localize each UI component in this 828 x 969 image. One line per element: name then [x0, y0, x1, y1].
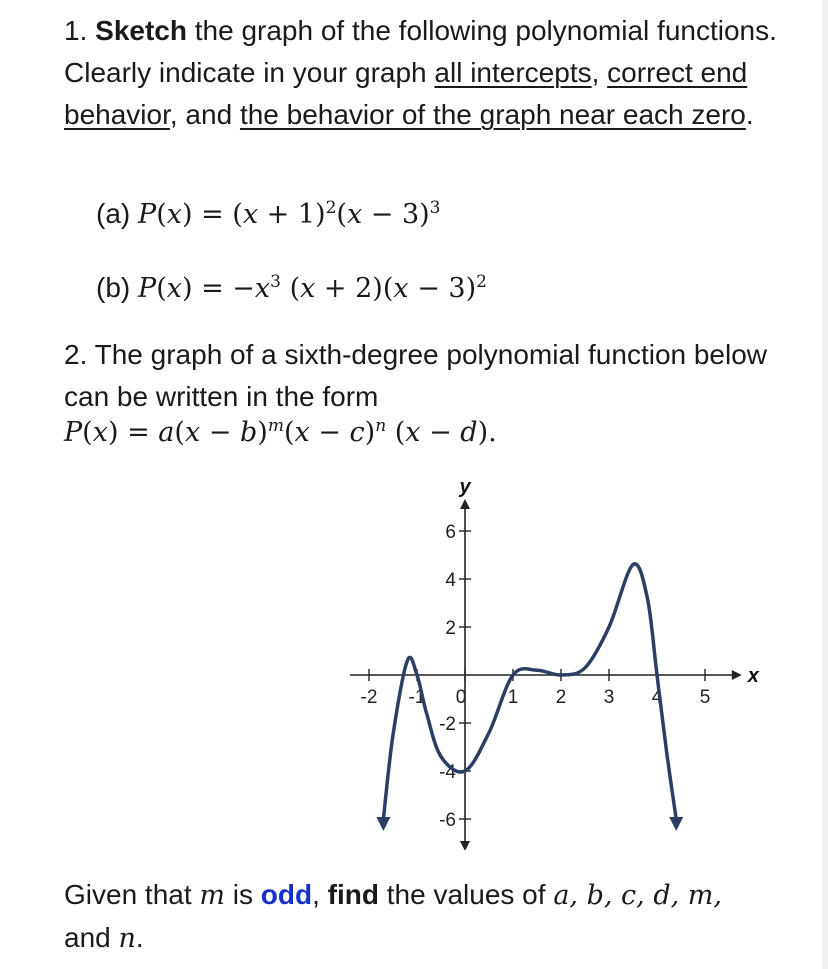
part-a-label: (a): [96, 198, 131, 229]
x-tick-label: 2: [555, 687, 567, 708]
equation-b: (b) $P(x) = -x^3$ $(x + 2)(x - 3)^2$: [96, 272, 487, 304]
y-axis-arrow-down: [460, 841, 470, 850]
y-tick-label: -2: [439, 714, 456, 735]
x-axis-arrow-right: [732, 670, 742, 680]
y-tick-label: 4: [445, 570, 456, 591]
axes: [350, 499, 742, 850]
x-tick-label: 4: [651, 687, 663, 708]
x-tick-label: 0: [455, 687, 467, 708]
y-axis-arrow-up: [460, 499, 470, 509]
right-edge-shadow: [822, 0, 828, 969]
x-tick-label: 3: [603, 687, 615, 708]
curve-arrow-left-end: [376, 817, 390, 831]
question-number: 1.: [64, 15, 88, 46]
equation-a: (a) $P(x) = (x + 1)^2(x - 3)^3$: [96, 198, 441, 230]
curve-arrow-right-end: [669, 817, 683, 831]
variable-list: a, b, c, d, m,: [553, 880, 722, 911]
given-statement: Given that m is odd, find the values of a, b, c, d, m, and n.: [64, 879, 722, 954]
emphasis-odd: odd: [260, 879, 313, 910]
y-axis-label: y: [459, 476, 471, 498]
x-axis-label: x: [747, 665, 759, 687]
general-form-equation: $P(x) = a(x - b)^m(x - c)^n$ (x − d).: [64, 416, 497, 448]
question-2-text: 2. The graph of a sixth-degree polynomial function below can be written in the form: [64, 339, 768, 412]
instruction-verb: Sketch: [95, 15, 187, 46]
polynomial-curve: [383, 564, 676, 819]
x-tick-label: 1: [507, 687, 519, 708]
x-tick-label: -1: [408, 687, 426, 708]
y-tick-label: 2: [445, 618, 456, 639]
y-tick-label: -4: [439, 762, 456, 783]
underlined-phrase-intercepts: all intercepts: [434, 57, 592, 88]
variable-n: n: [118, 923, 136, 954]
emphasis-find: find: [327, 879, 379, 910]
question-1-text: 1. Sketch the graph of the following polynomial functions. Clearly indicate in your graph all intercepts, correct end behavior, and the behavior of the graph near each zero.: [64, 15, 777, 130]
polynomial-graph: [350, 475, 770, 850]
underlined-phrase-end-behavior: correct end behavior: [64, 57, 748, 130]
part-b-label: (b): [96, 272, 131, 303]
x-tick-label: 5: [699, 687, 711, 708]
y-tick-label: 6: [445, 522, 456, 543]
x-tick-label: -2: [360, 687, 378, 708]
curve-end-arrows: [376, 817, 683, 831]
underlined-phrase-zero-behavior: the behavior of the graph near each zero: [239, 99, 746, 130]
y-tick-label: -6: [439, 810, 456, 831]
